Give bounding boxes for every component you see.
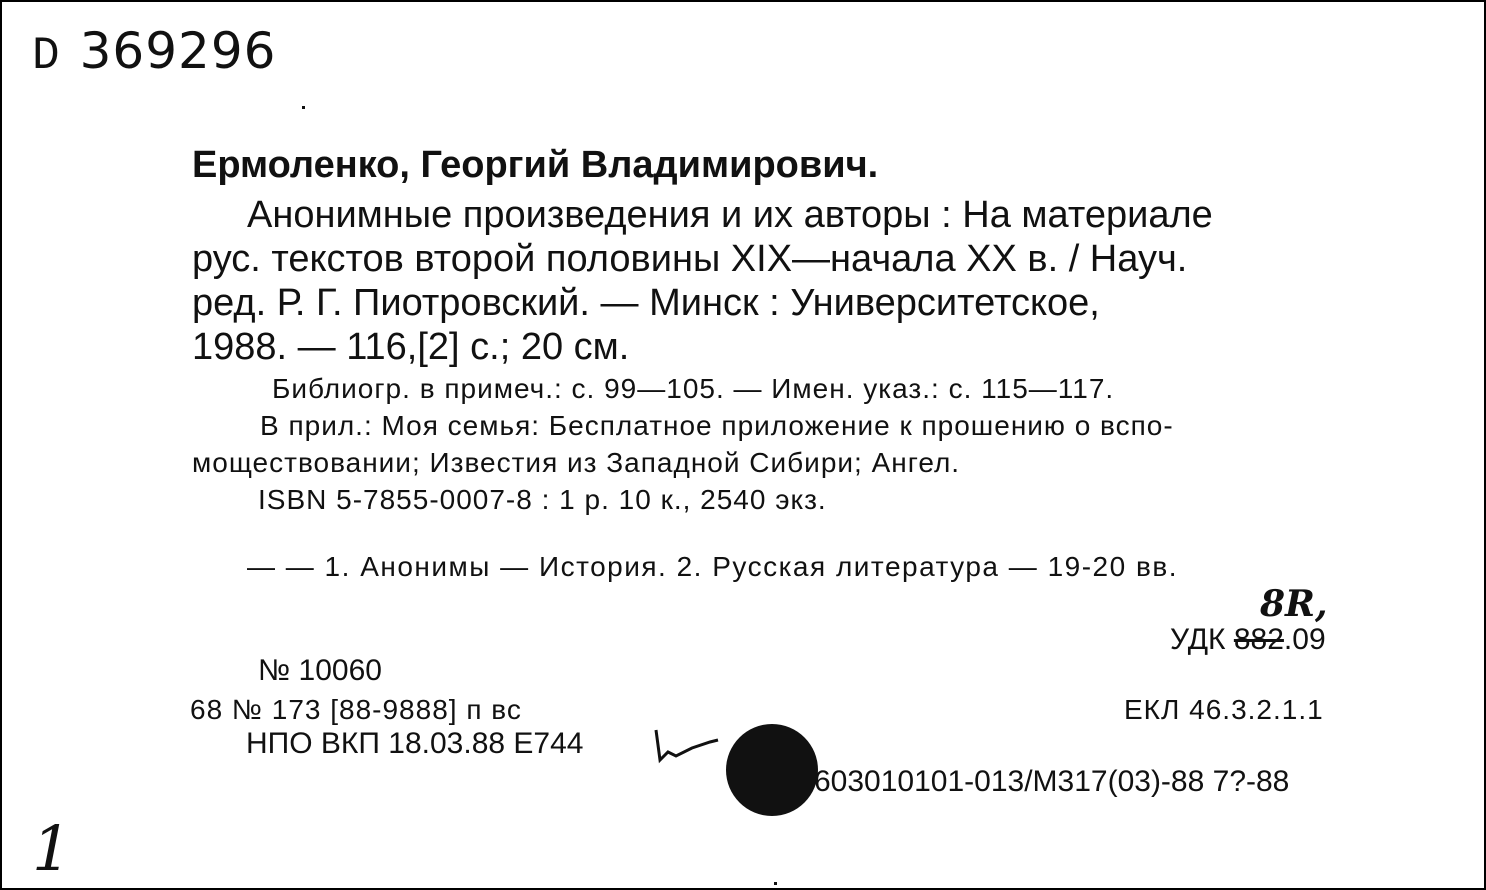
- handwritten-stroke: [656, 730, 718, 760]
- udk-struck-code: 882: [1233, 623, 1284, 656]
- ink-dot: [302, 106, 305, 109]
- handwritten-mark: 1: [32, 812, 72, 885]
- subject-headings: — — 1. Анонимы — История. 2. Русская литература — 19-20 вв.: [247, 551, 1178, 582]
- bottom-dot: [774, 882, 777, 885]
- udk-label: УДК: [1170, 623, 1226, 656]
- appendix-line-2: мoществовании; Известия из Западной Сибири; Ангел.: [192, 447, 961, 478]
- ekl-code: ЕКЛ 46.3.2.1.1: [1124, 694, 1324, 725]
- title-line-4: 1988. — 116,[2] с.; 20 см.: [192, 326, 630, 368]
- bottom-code: 603010101-013/М317(03)-88 7?-88: [814, 765, 1290, 798]
- call-number-value: 369296: [79, 22, 277, 80]
- call-prefix: D: [32, 30, 60, 82]
- bibliography-note: Библиогр. в примеч.: с. 99—105. — Имен. указ.: с. 115—117.: [272, 373, 1115, 404]
- call-number: [32, 22, 277, 82]
- punch-hole: [726, 724, 818, 816]
- appendix-line-1: В прил.: Моя семья: Бесплатное приложение к прошению о вспо-: [260, 410, 1174, 441]
- record-number: № 10060: [258, 654, 382, 687]
- udk-rest: .09: [1283, 623, 1326, 656]
- title-line-2-text: рус. текстов второй половины XIX—начала XX в. / Науч.: [192, 238, 1188, 280]
- udk-classification: [1170, 625, 1326, 655]
- npo-line: НПО ВКП 18.03.88 Е744: [246, 727, 584, 760]
- title-line-1: Анонимные произведения и их авторы : На материале: [247, 194, 1213, 236]
- title-line-2: [192, 240, 1360, 278]
- title-line-3: ред. Р. Г. Пиотровский. — Минск : Университетское,: [192, 282, 1100, 324]
- order-line: 68 № 173 [88-9888] п вс: [190, 694, 522, 725]
- author-heading: Ермоленко, Георгий Владимирович.: [192, 144, 879, 186]
- handwritten-correction: 8R,: [1260, 583, 1328, 625]
- isbn-line: ISBN 5-7855-0007-8 : 1 р. 10 к., 2540 экз.: [258, 484, 827, 515]
